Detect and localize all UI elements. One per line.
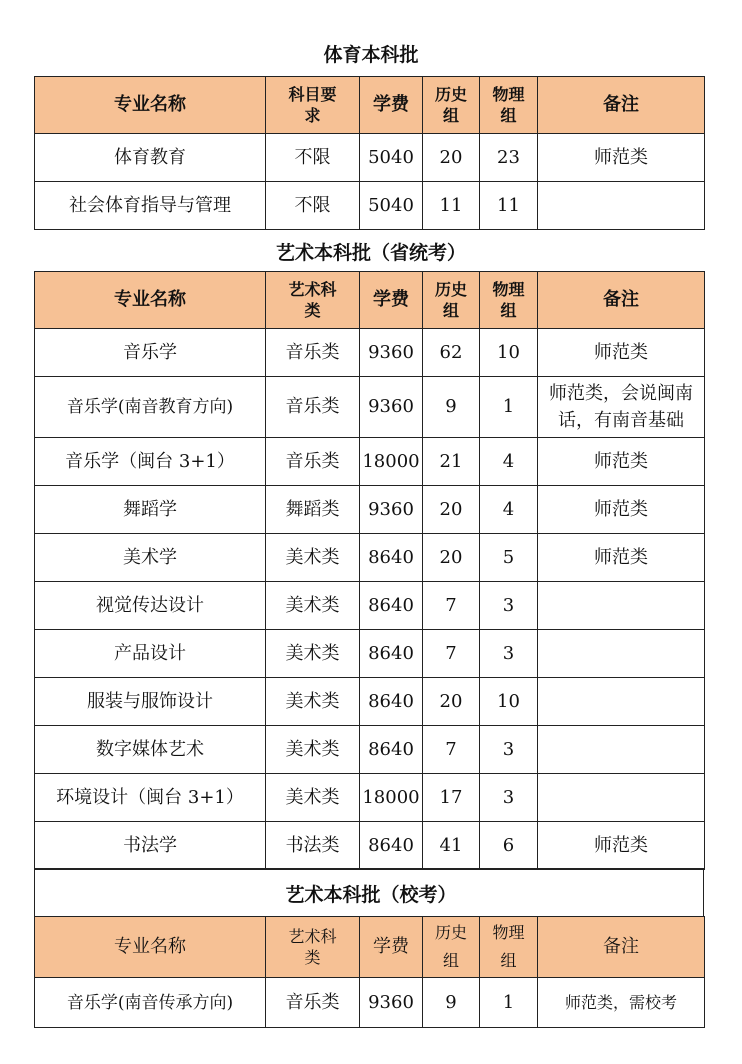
header-note: 备注 [538, 77, 705, 134]
cell-cat: 美术类 [266, 678, 360, 726]
cell-hist: 20 [423, 486, 480, 534]
header-fee: 学费 [360, 272, 423, 329]
cell-cat: 音乐类 [266, 438, 360, 486]
cell-cat: 舞蹈类 [266, 486, 360, 534]
cell-req: 不限 [266, 182, 360, 230]
cell-cat: 美术类 [266, 726, 360, 774]
cell-phys: 1 [480, 978, 538, 1028]
section-title-art-school: 艺术本科批（校考） [285, 884, 457, 906]
table-row [35, 329, 705, 377]
cell-note: 师范类，需校考 [538, 978, 705, 1028]
cell-fee: 5040 [360, 134, 423, 182]
art-provincial-table [34, 271, 705, 870]
cell-cat: 美术类 [266, 774, 360, 822]
cell-req: 不限 [266, 134, 360, 182]
cell-phys: 6 [480, 822, 538, 870]
table-row [35, 822, 705, 870]
table-row [35, 726, 705, 774]
cell-phys: 23 [480, 134, 538, 182]
header-physics: 物理组 [480, 917, 538, 978]
cell-hist: 21 [423, 438, 480, 486]
table-row [35, 134, 705, 182]
sports-table [34, 76, 705, 230]
cell-note [538, 582, 705, 630]
table-row [35, 534, 705, 582]
table-row [35, 774, 705, 822]
cell-hist: 7 [423, 630, 480, 678]
cell-note [538, 678, 705, 726]
cell-fee: 8640 [360, 582, 423, 630]
cell-note [538, 726, 705, 774]
table-row [35, 182, 705, 230]
cell-fee: 8640 [360, 534, 423, 582]
cell-name: 音乐学（闽台 3+1） [35, 438, 266, 486]
cell-name: 音乐学 [35, 329, 266, 377]
header-major-name: 专业名称 [35, 917, 266, 978]
cell-fee: 8640 [360, 630, 423, 678]
cell-fee: 9360 [360, 486, 423, 534]
cell-cat: 音乐类 [266, 329, 360, 377]
cell-name: 美术学 [35, 534, 266, 582]
table-row [35, 438, 705, 486]
section-title-sports: 体育本科批 [323, 44, 419, 66]
table-header-row [35, 917, 705, 978]
cell-fee: 5040 [360, 182, 423, 230]
cell-name: 服装与服饰设计 [35, 678, 266, 726]
cell-name: 社会体育指导与管理 [35, 182, 266, 230]
table-header-row [35, 272, 705, 329]
cell-note: 师范类 [538, 438, 705, 486]
cell-name: 音乐学(南音教育方向) [35, 377, 266, 438]
table-row [35, 630, 705, 678]
cell-name: 书法学 [35, 822, 266, 870]
header-art-category: 艺术科类 [266, 272, 360, 329]
header-major-name: 专业名称 [35, 77, 266, 134]
cell-name: 产品设计 [35, 630, 266, 678]
cell-phys: 3 [480, 726, 538, 774]
cell-note [538, 630, 705, 678]
cell-phys: 3 [480, 630, 538, 678]
cell-phys: 3 [480, 774, 538, 822]
table-header-row [35, 77, 705, 134]
cell-hist: 20 [423, 678, 480, 726]
header-history: 历史组 [423, 272, 480, 329]
section-title-art-provincial: 艺术本科批（省统考） [275, 242, 466, 264]
cell-note: 师范类 [538, 534, 705, 582]
cell-fee: 9360 [360, 329, 423, 377]
cell-fee: 8640 [360, 678, 423, 726]
header-note: 备注 [538, 272, 705, 329]
cell-fee: 9360 [360, 978, 423, 1028]
cell-fee: 9360 [360, 377, 423, 438]
cell-phys: 3 [480, 582, 538, 630]
cell-hist: 20 [423, 134, 480, 182]
cell-hist: 20 [423, 534, 480, 582]
cell-cat: 美术类 [266, 630, 360, 678]
cell-hist: 9 [423, 377, 480, 438]
table-row [35, 678, 705, 726]
header-art-category: 艺术科类 [266, 917, 360, 978]
cell-name: 舞蹈学 [35, 486, 266, 534]
header-note: 备注 [538, 917, 705, 978]
cell-cat: 音乐类 [266, 377, 360, 438]
header-fee: 学费 [360, 77, 423, 134]
cell-note [538, 182, 705, 230]
table-row [35, 978, 705, 1028]
table-row [35, 582, 705, 630]
header-fee: 学费 [360, 917, 423, 978]
cell-phys: 11 [480, 182, 538, 230]
cell-hist: 9 [423, 978, 480, 1028]
cell-phys: 1 [480, 377, 538, 438]
cell-phys: 4 [480, 486, 538, 534]
header-subject-req: 科目要求 [266, 77, 360, 134]
cell-cat: 美术类 [266, 534, 360, 582]
header-history: 历史组 [423, 917, 480, 978]
cell-cat: 美术类 [266, 582, 360, 630]
cell-note: 师范类，会说闽南话，有南音基础 [538, 377, 705, 438]
header-major-name: 专业名称 [35, 272, 266, 329]
cell-fee: 8640 [360, 726, 423, 774]
cell-phys: 10 [480, 678, 538, 726]
cell-name: 数字媒体艺术 [35, 726, 266, 774]
cell-note [538, 774, 705, 822]
art-school-table [34, 916, 705, 1028]
cell-note: 师范类 [538, 822, 705, 870]
cell-name: 环境设计（闽台 3+1） [35, 774, 266, 822]
cell-fee: 18000 [360, 774, 423, 822]
table-row [35, 486, 705, 534]
cell-name: 视觉传达设计 [35, 582, 266, 630]
cell-hist: 17 [423, 774, 480, 822]
header-history: 历史组 [423, 77, 480, 134]
cell-fee: 18000 [360, 438, 423, 486]
header-physics: 物理组 [480, 77, 538, 134]
table-row [35, 377, 705, 438]
cell-hist: 62 [423, 329, 480, 377]
header-physics: 物理组 [480, 272, 538, 329]
cell-note: 师范类 [538, 134, 705, 182]
cell-phys: 10 [480, 329, 538, 377]
cell-hist: 41 [423, 822, 480, 870]
cell-hist: 7 [423, 582, 480, 630]
cell-note: 师范类 [538, 486, 705, 534]
cell-name: 体育教育 [35, 134, 266, 182]
cell-name: 音乐学(南音传承方向) [35, 978, 266, 1028]
cell-cat: 书法类 [266, 822, 360, 870]
cell-hist: 11 [423, 182, 480, 230]
cell-cat: 音乐类 [266, 978, 360, 1028]
cell-phys: 5 [480, 534, 538, 582]
cell-note: 师范类 [538, 329, 705, 377]
cell-hist: 7 [423, 726, 480, 774]
cell-fee: 8640 [360, 822, 423, 870]
cell-phys: 4 [480, 438, 538, 486]
